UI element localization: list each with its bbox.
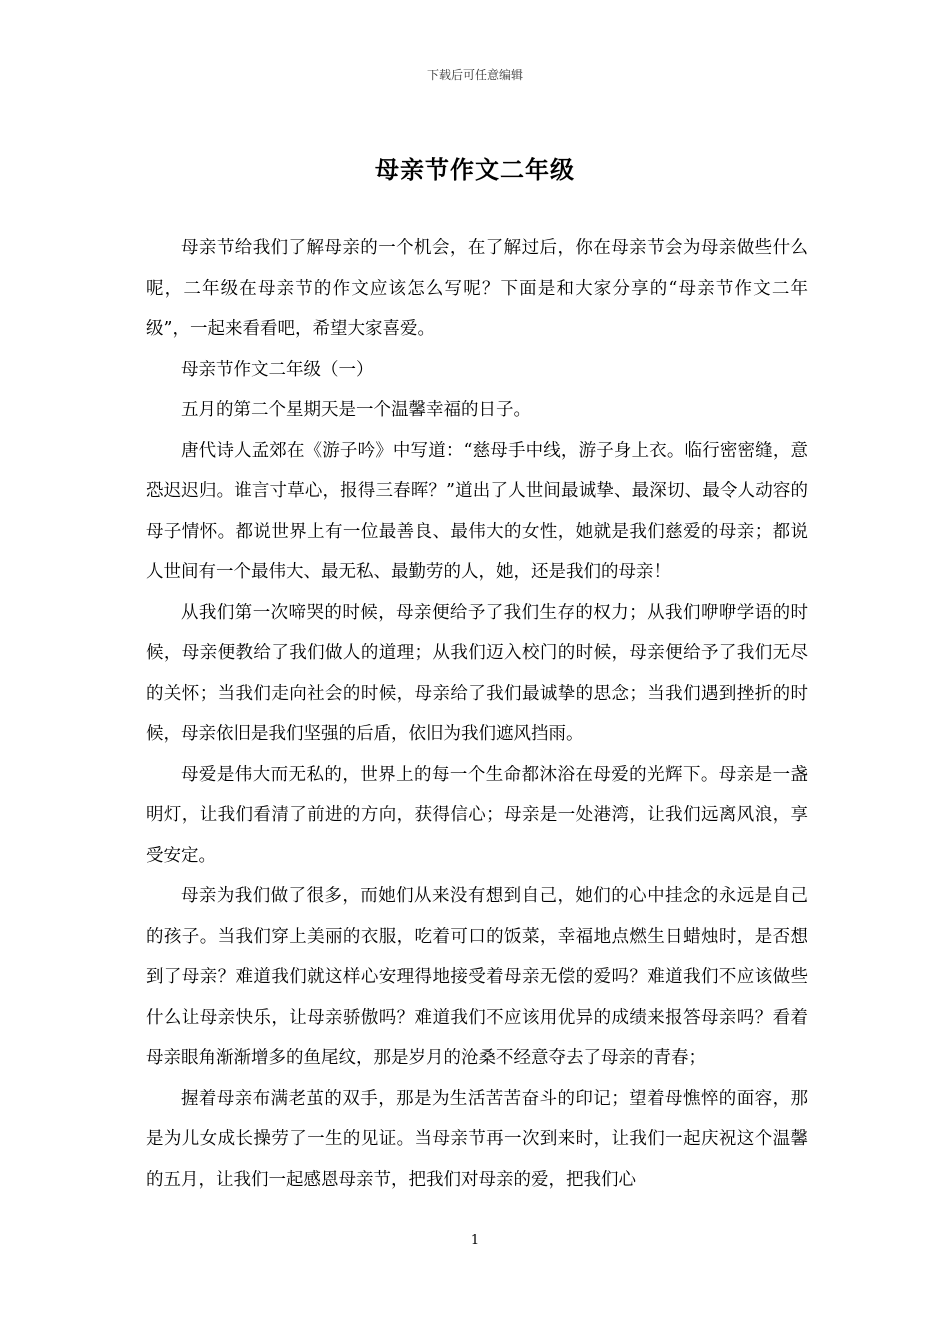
section-heading: 母亲节作文二年级（一） xyxy=(181,359,374,380)
paragraph: 唐代诗人孟郊在《游子吟》中写道：“慈母手中线，游子身上衣。临行密密缝，意恐迟迟归。谁言寸草心，报得三春晖？”道出了人世间最诚挚、最深切、最令人动容的母子情怀。都说世界上有一位最善良、最伟大的女性，她就是我们慈爱的母亲；都说人世间有一个最伟大、最无私、最勤劳的人，她，还是我们的母亲！ xyxy=(146,440,808,582)
document-title: 母亲节作文二年级 xyxy=(375,155,575,184)
paragraph-intro: 母亲节给我们了解母亲的一个机会，在了解过后，你在母亲节会为母亲做些什么呢，二年级在母亲节的作文应该怎么写呢？下面是和大家分享的“母亲节作文二年级”，一起来看看吧，希望大家喜爱。 xyxy=(146,238,808,339)
paragraph: 从我们第一次啼哭的时候，母亲便给予了我们生存的权力；从我们咿咿学语的时候，母亲便教给了我们做人的道理；从我们迈入校门的时候，母亲便给予了我们无尽的关怀；当我们走向社会的时候，母亲给了我们最诚挚的思念；当我们遇到挫折的时候，母亲依旧是我们坚强的后盾，依旧为我们遮风挡雨。 xyxy=(146,602,808,744)
paragraph: 母爱是伟大而无私的，世界上的每一个生命都沐浴在母爱的光辉下。母亲是一盏明灯，让我们看清了前进的方向，获得信心；母亲是一处港湾，让我们远离风浪，享受安定。 xyxy=(146,764,808,866)
page-header: 下载后可任意编辑 xyxy=(426,68,523,82)
document-body xyxy=(146,228,808,1200)
paragraph: 五月的第二个星期天是一个温馨幸福的日子。 xyxy=(181,400,531,420)
paragraph: 握着母亲布满老茧的双手，那是为生活苦苦奋斗的印记；望着母憔悴的面容，那是为儿女成长操劳了一生的见证。当母亲节再一次到来时，让我们一起庆祝这个温馨的五月，让我们一起感恩母亲节，把我们对母亲的爱，把我们心 xyxy=(146,1088,808,1190)
paragraph: 母亲为我们做了很多，而她们从来没有想到自己，她们的心中挂念的永远是自己的孩子。当我们穿上美丽的衣服，吃着可口的饭菜，幸福地点燃生日蜡烛时，是否想到了母亲？难道我们就这样心安理得地接受着母亲无偿的爱吗？难道我们不应该做些什么让母亲快乐，让母亲骄傲吗？难道我们不应该用优异的成绩来报答母亲吗？看着母亲眼角渐渐增多的鱼尾纹，那是岁月的沧桑不经意夺去了母亲的青春； xyxy=(146,886,808,1068)
page-number: 1 xyxy=(470,1233,480,1248)
